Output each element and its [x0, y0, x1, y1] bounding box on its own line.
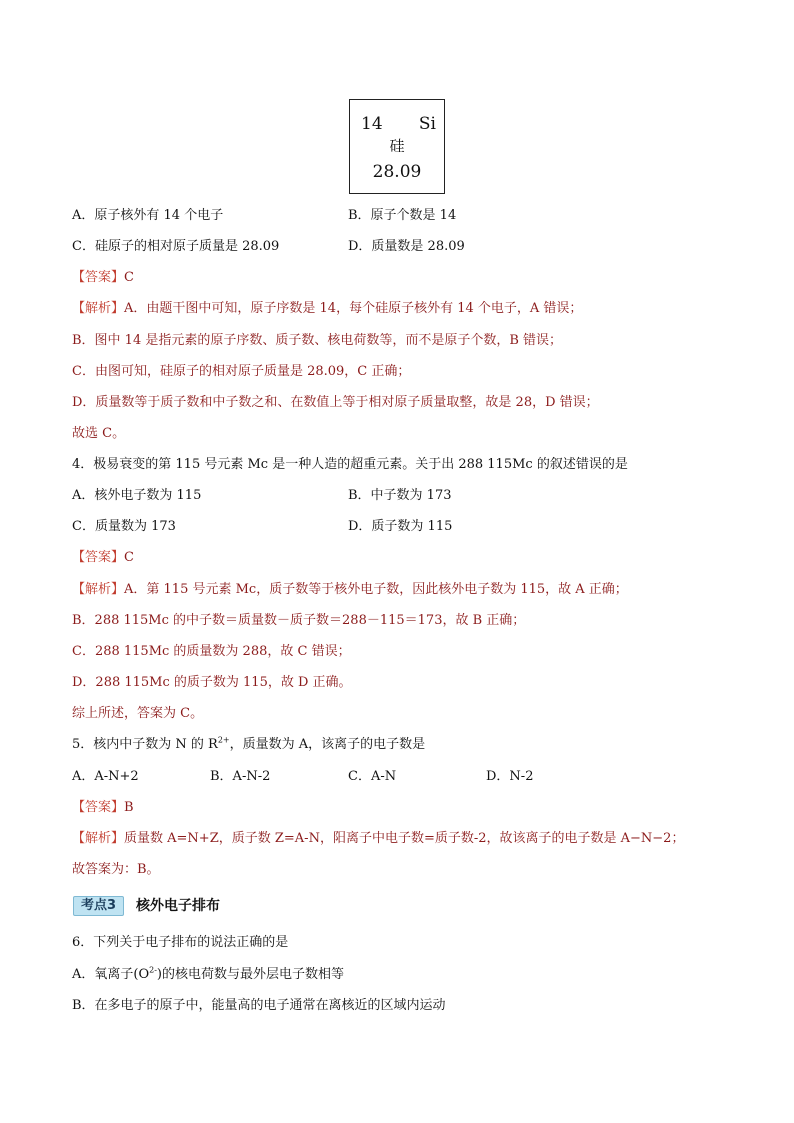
- q4-analysis-text-1: A．第 115 号元素 Mc，质子数等于核外电子数，因此核外电子数为 115，故 A 正确；: [124, 582, 628, 597]
- q4-option-c: C．质量数为 173: [72, 519, 176, 534]
- element-atomic-number: 14: [361, 114, 383, 134]
- q4-analysis-line-1: [72, 581, 628, 599]
- q3-conclusion: 故选 C。: [72, 426, 126, 441]
- q3-answer: [72, 269, 134, 287]
- q4-answer: [72, 549, 134, 567]
- q3-analysis-line-3: C．由图可知，硅原子的相对原子质量是 28.09，C 正确；: [72, 364, 411, 379]
- q3-option-c: C．硅原子的相对原子质量是 28.09: [72, 239, 280, 254]
- q6-option-a: [72, 966, 344, 984]
- q3-analysis-line-1: [72, 300, 582, 318]
- element-name: 硅: [389, 137, 405, 155]
- q4-conclusion: 综上所述，答案为 C。: [72, 706, 204, 721]
- q4-analysis-line-2: B．288 115Mc 的中子数＝质量数－质子数＝288－115＝173，故 B 正确；: [72, 613, 526, 628]
- q3-option-d: D．质量数是 28.09: [348, 239, 465, 254]
- q3-analysis-line-2: B．图中 14 是指元素的原子序数、质子数、核电荷数等，而不是原子个数，B 错误；: [72, 333, 563, 348]
- element-symbol: Si: [418, 114, 436, 134]
- q5-stem-post: ，质量数为 A，该离子的电子数是: [229, 737, 426, 752]
- q5-stem: [72, 736, 425, 754]
- q4-option-b: B．中子数为 173: [348, 488, 452, 503]
- q5-analysis-label: 【解析】: [72, 831, 125, 846]
- q3-analysis-label: 【解析】: [72, 301, 125, 316]
- q3-option-a: A．原子核外有 14 个电子: [72, 208, 224, 223]
- q5-answer-label: 【答案】: [72, 800, 125, 815]
- q3-option-b: B．原子个数是 14: [348, 208, 457, 223]
- q4-analysis-label: 【解析】: [72, 582, 125, 597]
- section-badge: 考点3: [73, 896, 124, 916]
- q4-stem: 4．极易衰变的第 115 号元素 Mc 是一种人造的超重元素。关于出 288 115Mc 的叙述错误的是: [72, 457, 628, 472]
- q6-option-a-charge: 2-: [149, 965, 157, 975]
- q6-stem: 6．下列关于电子排布的说法正确的是: [72, 935, 289, 950]
- element-card: [349, 99, 445, 194]
- q5-stem-pre: 5．核内中子数为 N 的 R: [72, 737, 218, 752]
- q3-analysis-line-4: D．质量数等于质子数和中子数之和、在数值上等于相对原子质量取整，故是 28，D 错误；: [72, 395, 599, 410]
- q5-option-c: C．A-N: [348, 769, 397, 784]
- q4-answer-value: C: [124, 550, 134, 565]
- q4-analysis-line-4: D．288 115Mc 的质子数为 115，故 D 正确。: [72, 675, 352, 690]
- q5-analysis: [72, 830, 684, 848]
- q4-option-a: A．核外电子数为 115: [72, 488, 202, 503]
- element-atomic-mass: 28.09: [372, 162, 422, 182]
- q5-answer-value: B: [124, 800, 134, 815]
- q6-option-a-pre: A．氧离子(O: [72, 967, 150, 982]
- q3-answer-label: 【答案】: [72, 270, 125, 285]
- section-title: 核外电子排布: [136, 898, 220, 914]
- q5-option-a: A．A-N+2: [72, 769, 139, 784]
- q5-answer: [72, 799, 134, 817]
- q5-analysis-text: 质量数 A=N+Z，质子数 Z=A-N，阳离子中电子数=质子数-2，故该离子的电子数是 A−N−2；: [124, 831, 685, 846]
- q3-answer-value: C: [124, 270, 134, 285]
- q5-stem-charge: 2+: [217, 735, 230, 745]
- q5-conclusion: 故答案为：B。: [72, 862, 160, 877]
- q6-option-b: B．在多电子的原子中，能量高的电子通常在离核近的区域内运动: [72, 998, 446, 1013]
- q4-analysis-line-3: C．288 115Mc 的质量数为 288，故 C 错误；: [72, 644, 351, 659]
- q6-option-a-post: )的核电荷数与最外层电子数相等: [156, 967, 344, 982]
- q4-option-d: D．质子数为 115: [348, 519, 453, 534]
- q5-option-d: D．N-2: [486, 769, 534, 784]
- q3-analysis-text-1: A．由题干图中可知，原子序数是 14，每个硅原子核外有 14 个电子，A 错误；: [124, 301, 583, 316]
- q4-answer-label: 【答案】: [72, 550, 125, 565]
- q5-option-b: B．A-N-2: [210, 769, 271, 784]
